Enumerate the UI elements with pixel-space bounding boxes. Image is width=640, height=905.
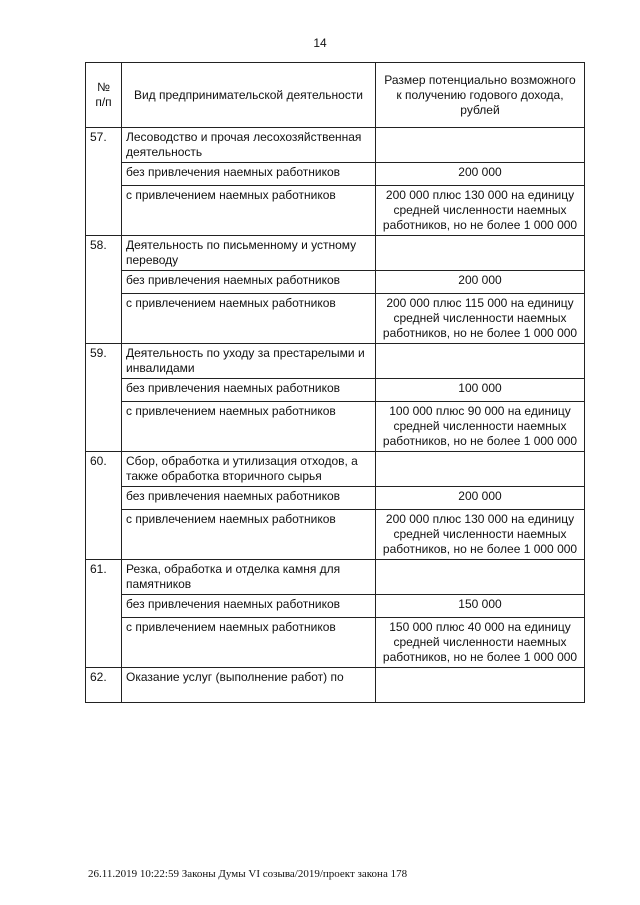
row-number: 60. — [86, 452, 122, 560]
header-num: № п/п — [86, 63, 122, 128]
employment-condition: с привлечением наемных работников — [122, 618, 376, 668]
income-empty-cell — [376, 236, 585, 271]
header-income: Размер потенциально возможного к получению годового дохода, рублей — [376, 63, 585, 128]
employment-condition: с привлечением наемных работников — [122, 294, 376, 344]
table-row — [86, 452, 585, 487]
table-header-row — [86, 63, 585, 128]
header-activity: Вид предпринимательской деятельности — [122, 63, 376, 128]
table-row — [86, 128, 585, 163]
activity-title: Деятельность по письменному и устному переводу — [122, 236, 376, 271]
table-row — [86, 402, 585, 452]
activity-title: Деятельность по уходу за престарелыми и инвалидами — [122, 344, 376, 379]
employment-condition: без привлечения наемных работников — [122, 163, 376, 186]
table-row — [86, 560, 585, 595]
table-row — [86, 595, 585, 618]
table-row — [86, 236, 585, 271]
document-footer: 26.11.2019 10:22:59 Законы Думы VI созыва/2019/проект закона 178 — [88, 868, 408, 880]
activity-title: Резка, обработка и отделка камня для памятников — [122, 560, 376, 595]
income-value: 200 000 плюс 130 000 на единицу средней численности наемных работников, но не более 1 000 000 — [376, 510, 585, 560]
income-empty-cell — [376, 668, 585, 703]
row-number: 61. — [86, 560, 122, 668]
row-number: 59. — [86, 344, 122, 452]
table-row — [86, 379, 585, 402]
table-row — [86, 271, 585, 294]
income-value: 100 000 плюс 90 000 на единицу средней численности наемных работников, но не более 1 000 000 — [376, 402, 585, 452]
income-value: 100 000 — [376, 379, 585, 402]
activity-title: Оказание услуг (выполнение работ) по — [122, 668, 376, 703]
table-row — [86, 344, 585, 379]
table-row — [86, 510, 585, 560]
table-row — [86, 487, 585, 510]
income-empty-cell — [376, 560, 585, 595]
page-number: 14 — [313, 36, 327, 50]
employment-condition: с привлечением наемных работников — [122, 402, 376, 452]
income-value: 200 000 плюс 115 000 на единицу средней численности наемных работников, но не более 1 000 000 — [376, 294, 585, 344]
row-number: 62. — [86, 668, 122, 703]
employment-condition: без привлечения наемных работников — [122, 595, 376, 618]
table-body — [86, 128, 585, 703]
row-number: 57. — [86, 128, 122, 236]
employment-condition: с привлечением наемных работников — [122, 186, 376, 236]
activity-title: Сбор, обработка и утилизация отходов, а также обработка вторичного сырья — [122, 452, 376, 487]
table-row — [86, 163, 585, 186]
employment-condition: без привлечения наемных работников — [122, 379, 376, 402]
income-value: 200 000 — [376, 271, 585, 294]
income-value: 200 000 плюс 130 000 на единицу средней численности наемных работников, но не более 1 000 000 — [376, 186, 585, 236]
income-value: 200 000 — [376, 487, 585, 510]
table-row — [86, 186, 585, 236]
table-row — [86, 668, 585, 703]
row-number: 58. — [86, 236, 122, 344]
employment-condition: с привлечением наемных работников — [122, 510, 376, 560]
activity-income-table — [85, 62, 585, 703]
activity-title: Лесоводство и прочая лесохозяйственная деятельность — [122, 128, 376, 163]
income-value: 150 000 — [376, 595, 585, 618]
table-row — [86, 618, 585, 668]
income-empty-cell — [376, 344, 585, 379]
income-empty-cell — [376, 452, 585, 487]
table-row — [86, 294, 585, 344]
income-value: 200 000 — [376, 163, 585, 186]
employment-condition: без привлечения наемных работников — [122, 271, 376, 294]
income-empty-cell — [376, 128, 585, 163]
income-value: 150 000 плюс 40 000 на единицу средней численности наемных работников, но не более 1 000 000 — [376, 618, 585, 668]
employment-condition: без привлечения наемных работников — [122, 487, 376, 510]
